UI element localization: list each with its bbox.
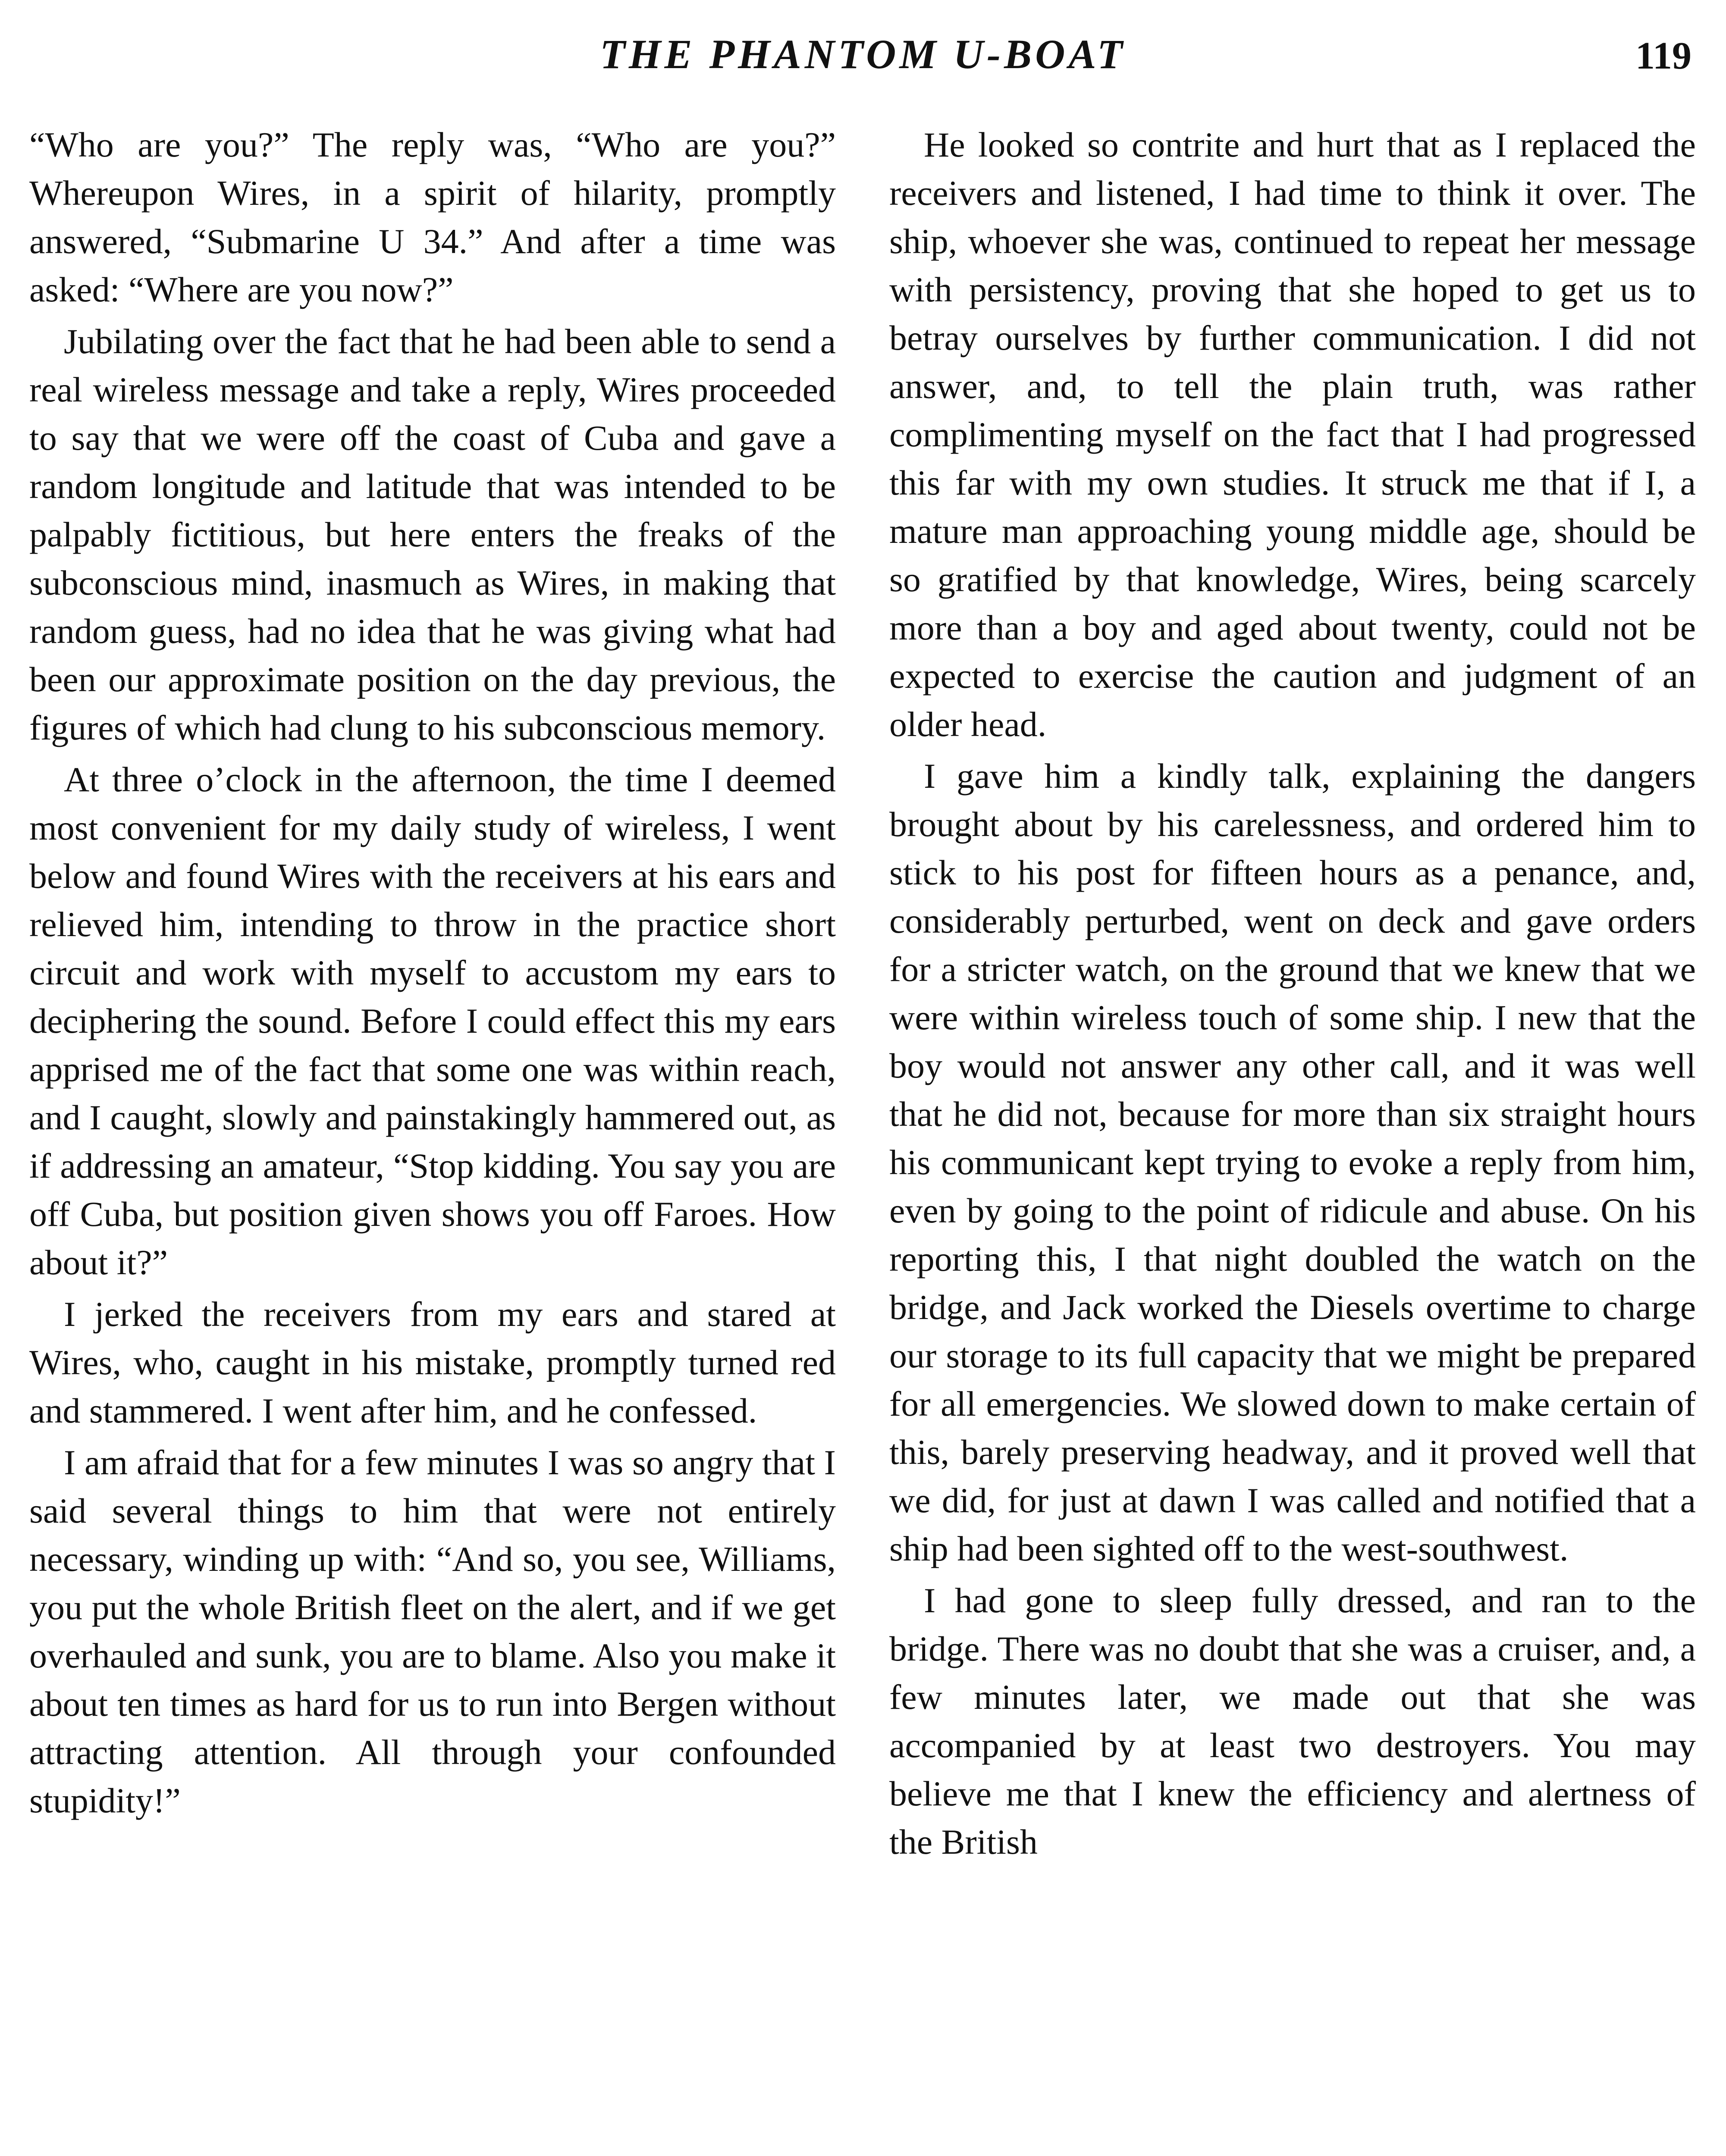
paragraph: I am afraid that for a few minutes I was so angry that I said several things to him that were not entirely necessary, winding up with: “And so, you see, Williams, you put the whole British fleet on the alert, and if we get overhauled and sunk, you are to blame. Also you make it about ten times as hard for us to run into Bergen without attracting attention. All through your confounded stupidity!”	[29, 1443, 836, 1820]
paragraph: I jerked the receivers from my ears and stared at Wires, who, caught in his mistake, promptly turned red and stammered. I went after him, and he confessed.	[29, 1294, 836, 1430]
paragraph: At three o’clock in the afternoon, the time I deemed most convenient for my daily study of wireless, I went below and found Wires with the receivers at his ears and relieved him, intending to throw in the practice short circuit and work with myself to accustom my ears to deciphering the sound. Before I could effect this my ears apprised me of the fact that some one was within reach, and I caught, slowly and painstakingly hammered out, as if addressing an amateur, “Stop kidding. You say you are off Cuba, but position given shows you off Faroes. How about it?”	[29, 760, 836, 1282]
page-number: 119	[1635, 34, 1691, 77]
page-header	[35, 30, 1691, 95]
running-title: THE PHANTOM U-BOAT	[600, 31, 1126, 77]
paragraph: He looked so contrite and hurt that as I replaced the receivers and listened, I had time to think it over. The ship, whoever she was, continued to repeat her message with persistency, proving that she hoped to get us to betray ourselves by further communication. I did not answer, and, to tell the plain truth, was rather complimenting myself on the fact that I had progressed this far with my own studies. It struck me that if I, a mature man approaching young middle age, should be so gratified by that knowledge, Wires, being scarcely more than a boy and aged about twenty, could not be expected to exercise the caution and judgment of an older head.	[889, 125, 1696, 744]
paragraph: I gave him a kindly talk, explaining the dangers brought about by his carelessness, and ordered him to stick to his post for fifteen hours as a penance, and, considerably perturbed, went on deck and gave orders for a stricter watch, on the ground that we knew that we were within wireless touch of some ship. I new that the boy would not answer any other call, and it was well that he did not, because for more than six straight hours his communicant kept trying to evoke a reply from him, even by going to the point of ridicule and abuse. On his reporting this, I that night doubled the watch on the bridge, and Jack worked the Diesels overtime to charge our storage to its full capacity that we might be prepared for all emergencies. We slowed down to make certain of this, barely preserving headway, and it proved well that we did, for just at dawn I was called and notified that a ship had been sighted off to the west-southwest.	[889, 756, 1696, 1568]
paragraph: Jubilating over the fact that he had been able to send a real wireless message and take a reply, Wires proceeded to say that we were off the coast of Cuba and gave a random longitude and latitude that was intended to be palpably fictitious, but here enters the freaks of the subconscious mind, inasmuch as Wires, in making that random guess, had no idea that he was giving what had been our approximate position on the day previous, the figures of which had clung to his subconscious memory.	[29, 322, 836, 747]
left-column	[29, 121, 836, 1828]
right-column	[889, 121, 1696, 1870]
paragraph: I had gone to sleep fully dressed, and ran to the bridge. There was no doubt that she was a cruiser, and, a few minutes later, we made out that she was accompanied by at least two destroyers. You may believe me that I knew the efficiency and alertness of the British	[889, 1581, 1696, 1861]
paragraph: “Who are you?” The reply was, “Who are you?” Whereupon Wires, in a spirit of hilarity, promptly answered, “Submarine U 34.” And after a time was asked: “Where are you now?”	[29, 125, 836, 309]
